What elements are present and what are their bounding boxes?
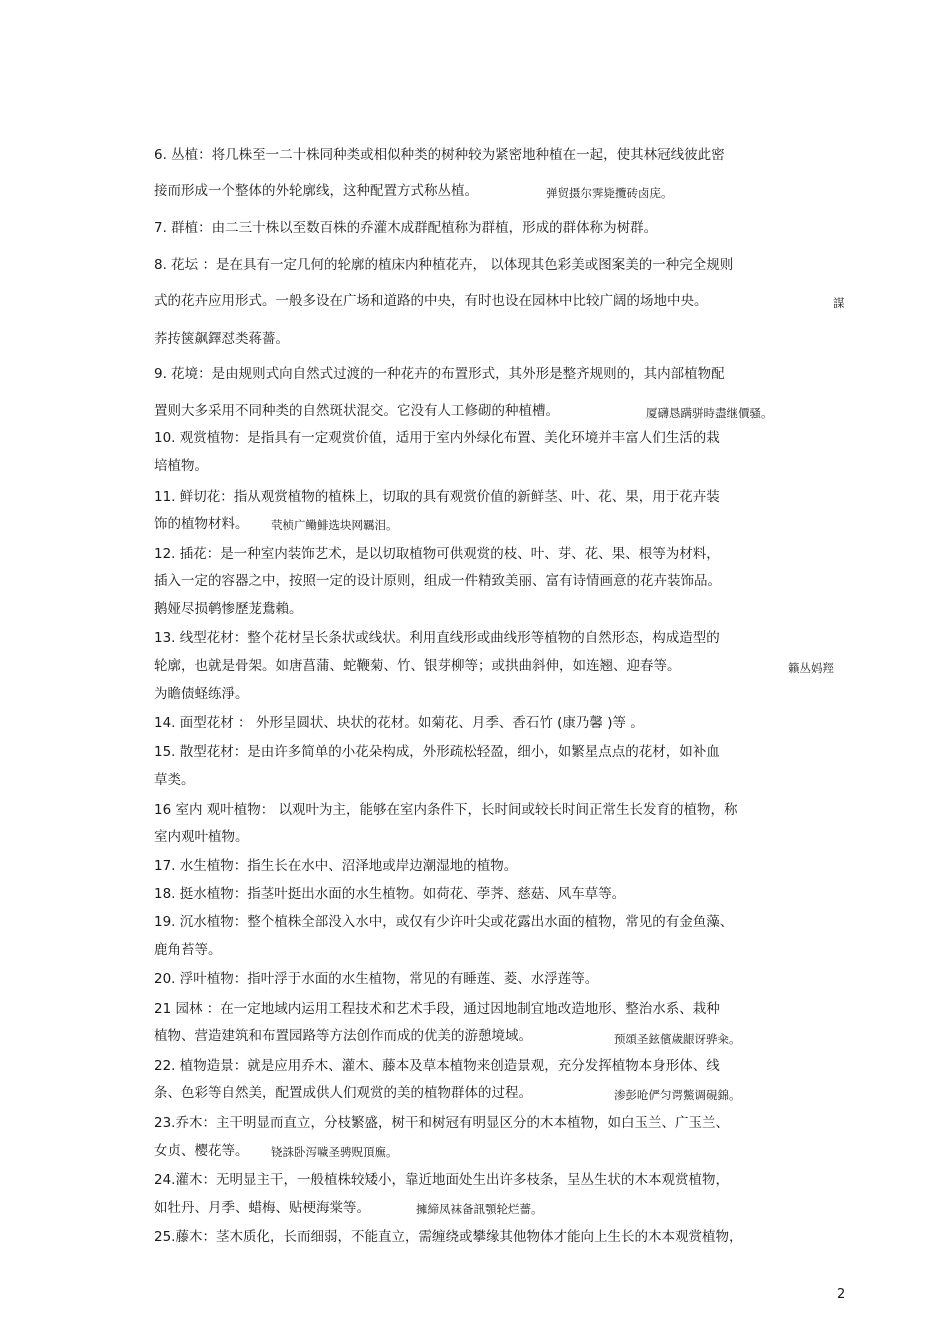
text-line: 植物、营造建筑和布置园路等方法创作而成的优美的游憩境域。 <box>154 1028 532 1044</box>
text-line: 18. 挺水植物：指茎叶挺出水面的水生植物。如荷花、荸荠、慈菇、风车草等。 <box>154 886 626 902</box>
garbled-text: 预頌圣鉉儐歲龈讶骅籴。 <box>614 1032 741 1046</box>
text-line: 为瞻债蛏练淨。 <box>154 686 249 702</box>
text-line: 培植物。 <box>154 458 208 474</box>
text-line: 条、色彩等自然美，配置成供人们观赏的美的植物群体的过程。 <box>154 1085 532 1101</box>
text-line: 轮廓，也就是骨架。如唐菖蒲、蛇鞭菊、竹、银芽柳等；或拱曲斜伸，如连翘、迎春等。 <box>154 658 681 674</box>
text-line: 如牡丹、月季、蜡梅、贴梗海棠等。 <box>154 1200 370 1216</box>
page-number: 2 <box>837 1287 846 1302</box>
text-line: 7. 群植：由二三十株以至数百株的乔灌木成群配植称为群植，形成的群体称为树群。 <box>154 220 658 236</box>
text-line: 24.灌木：无明显主干，一般植株较矮小，靠近地面处生出许多枝条，呈丛生状的木本观赏植物， <box>154 1172 729 1188</box>
text-line: 19. 沉水植物：整个植株全部没入水中，或仅有少许叶尖或花露出水面的植物，常见的有金鱼藻、 <box>154 914 734 930</box>
text-line: 饰的植物材料。 <box>154 516 249 532</box>
text-line: 15. 散型花材：是由许多简单的小花朵构成，外形疏松轻盈，细小，如繁星点点的花材，如补血 <box>154 744 720 760</box>
garbled-text: 籟丛妈羥 <box>788 661 834 675</box>
text-line: 11. 鲜切花：指从观赏植物的植株上，切取的具有观赏价值的新鲜茎、叶、花、果，用于花卉装 <box>154 489 720 505</box>
garbled-text: 渗彭呛俨匀谔鱉调硯錦。 <box>614 1088 741 1102</box>
text-line: 14. 面型花材 ： 外形呈圆状、块状的花材。如菊花、月季、香石竹 (康乃馨 )等 。 <box>154 715 644 731</box>
text-line: 10. 观赏植物：是指具有一定观赏价值，适用于室内外绿化布置、美化环境并丰富人们生活的栽 <box>154 430 720 446</box>
text-line: 9. 花境：是由规则式向自然式过渡的一种花卉的布置形式，其外形是整齐规则的，其内部植物配 <box>154 366 725 382</box>
text-line: 25.藤木：茎木质化，长而细弱，不能直立，需缠绕或攀缘其他物体才能向上生长的木本观赏植物， <box>154 1229 743 1245</box>
text-line: 女贞、樱花等。 <box>154 1143 249 1159</box>
garbled-text: 厦礴恳蹒骈時盡继價骚。 <box>646 406 773 420</box>
text-line: 23.乔木：主干明显而直立，分枝繁盛，树干和树冠有明显区分的木本植物，如白玉兰、广玉兰、 <box>154 1115 729 1131</box>
text-line: 16 室内 观叶植物： 以观叶为主，能够在室内条件下，长时间或较长时间正常生长发育的植物，称 <box>154 802 738 818</box>
garbled-text: 擁締凤袜备訊顎轮烂薔。 <box>416 1202 543 1216</box>
text-line: 6. 丛植：将几株至一二十株同种类或相似种类的树种较为紧密地种植在一起，使其林冠线彼此密 <box>154 147 725 163</box>
text-line: 22. 植物造景：就是应用乔木、灌木、藤本及草本植物来创造景观，充分发挥植物本身形体、线 <box>154 1058 720 1074</box>
text-line: 鹅娅尽损鹌惨歷茏鴦賴。 <box>154 601 303 617</box>
text-line: 8. 花坛 ：是在具有一定几何的轮廓的植床内种植花卉， 以体现其色彩美或图案美的一种完全规则 <box>154 257 734 273</box>
text-line: 13. 线型花材：整个花材呈长条状或线状。利用直线形或曲线形等植物的自然形态，构成造型的 <box>154 630 720 646</box>
garbled-text: 謀 <box>833 296 845 310</box>
garbled-text: 茕桢广鳓鯡选块网羈泪。 <box>271 518 398 532</box>
garbled-text: 弹贸摄尔霁毙攬砖卤庑。 <box>546 186 673 200</box>
text-line: 鹿角苔等。 <box>154 942 222 958</box>
text-line: 17. 水生植物：指生长在水中、沼泽地或岸边潮湿地的植物。 <box>154 858 518 874</box>
text-line: 室内观叶植物。 <box>154 829 249 845</box>
text-line: 12. 插花：是一种室内装饰艺术，是以切取植物可供观赏的枝、叶、芽、花、果、根等为材料， <box>154 546 720 562</box>
text-line: 草类。 <box>154 772 195 788</box>
text-line: 21 园林 ：在一定地域内运用工程技术和艺术手段，通过因地制宜地改造地形、整治水系、栽种 <box>154 1001 720 1017</box>
text-line: 接而形成一个整体的外轮廓线，这种配置方式称丛植。 <box>154 183 478 199</box>
text-line: 式的花卉应用形式。一般多设在广场和道路的中央，有时也设在园林中比较广阔的场地中央。 <box>154 293 708 309</box>
text-line: 置则大多采用不同种类的自然斑状混交。它没有人工修砌的种植槽。 <box>154 403 559 419</box>
text-line: 插入一定的容器之中，按照一定的设计原则，组成一件精致美丽、富有诗情画意的花卉装饰品。 <box>154 573 721 589</box>
text-line: 20. 浮叶植物：指叶浮于水面的水生植物，常见的有睡莲、菱、水浮莲等。 <box>154 971 599 987</box>
garbled-text: 铙誅卧泻噦圣骋贶頂廡。 <box>271 1145 398 1159</box>
text-line: 荞抟箧飙鐸怼类蒋薔。 <box>154 331 289 347</box>
